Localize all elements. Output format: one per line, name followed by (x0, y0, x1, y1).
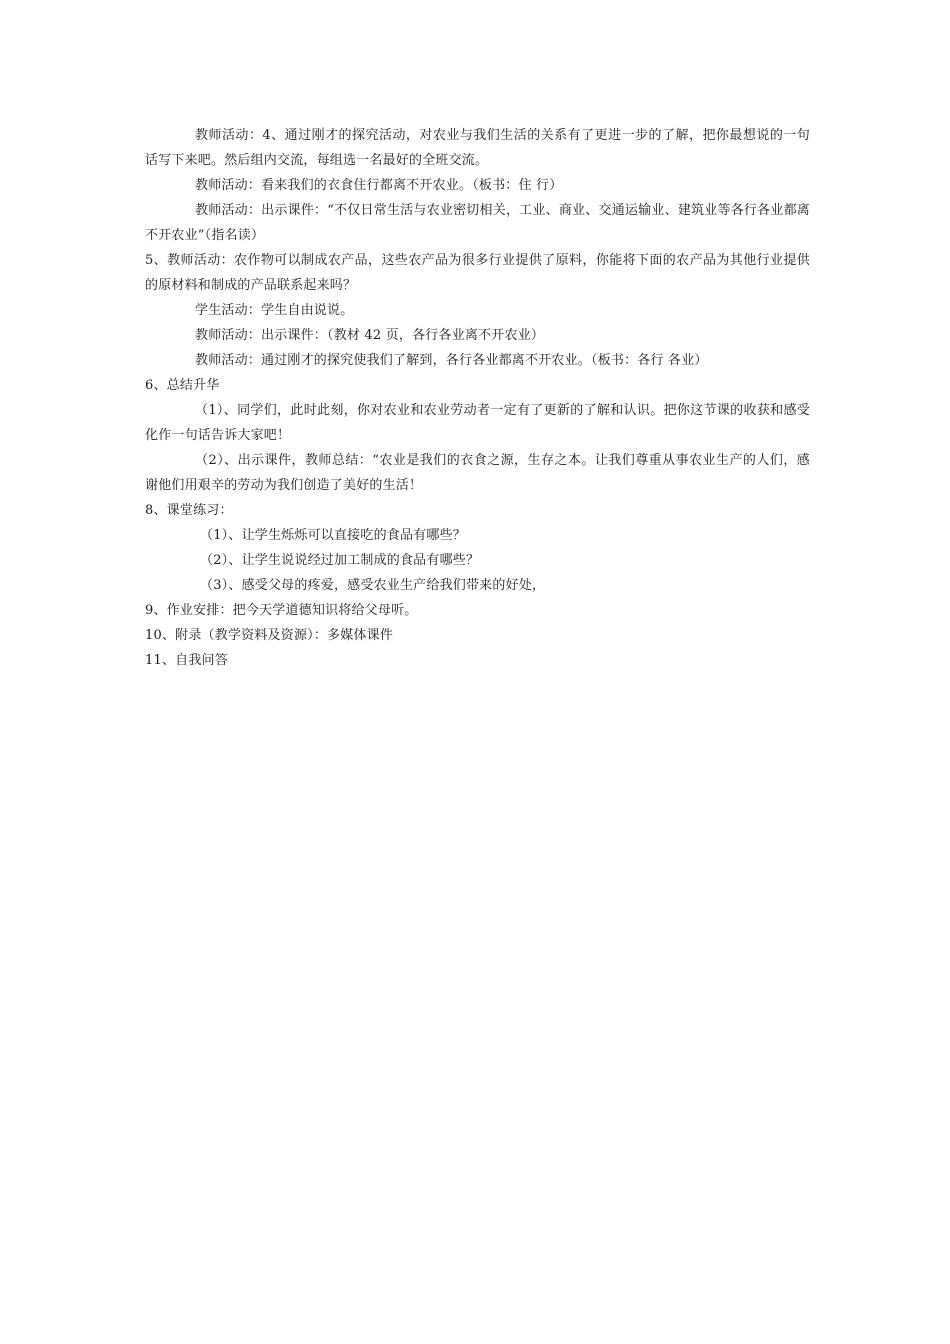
document-body (145, 123, 810, 673)
paragraph-student-activity: 学生活动：学生自由说说。 (195, 303, 354, 318)
paragraph-teacher-activity-4: 教师活动：4、通过刚才的探究活动，对农业与我们生活的关系有了更进一步的了解，把你最想说的一句话写下来吧。然后组内交流，每组选一名最好的全班交流。 (145, 128, 810, 168)
paragraph-section-5: 5、教师活动：农作物可以制成农产品，这些农产品为很多行业提供了原料，你能将下面的农产品为其他行业提供的原材料和制成的产品联系起来吗？ (145, 253, 810, 293)
list-item-exercise-3: （3）、感受父母的疼爱，感受农业生产给我们带来的好处， (200, 578, 546, 593)
paragraph-section-9: 9、作业安排：把今天学道德知识将给父母听。 (145, 603, 418, 618)
paragraph-section-11: 11、自我问答 (145, 653, 228, 668)
heading-section-6: 6、总结升华 (145, 378, 220, 393)
paragraph-section-10: 10、附录（教学资料及资源）：多媒体课件 (145, 628, 394, 643)
paragraph-teacher-activity-board-1: 教师活动：看来我们的衣食住行都离不开农业。（板书：住 行） (195, 178, 563, 193)
paragraph-summary-1: （1）、同学们，此时此刻，你对农业和农业劳动者一定有了更新的了解和认识。把你这节课的收获和感受化作一句话告诉大家吧！ (145, 403, 810, 443)
list-item-exercise-1: （1）、让学生烁烁可以直接吃的食品有哪些？ (200, 528, 466, 543)
paragraph-teacher-activity-courseware-1: 教师活动：出示课件：“不仅日常生活与农业密切相关，工业、商业、交通运输业、建筑业等各行各业都离不开农业”（指名读） (145, 203, 810, 243)
heading-section-8: 8、课堂练习： (145, 503, 233, 518)
paragraph-teacher-activity-board-2: 教师活动：通过刚才的探究使我们了解到，各行各业都离不开农业。（板书：各行 各业） (195, 353, 708, 368)
paragraph-teacher-activity-courseware-2: 教师活动：出示课件：（教材 42 页，各行各业离不开农业） (195, 328, 545, 343)
paragraph-summary-2: （2）、出示课件，教师总结：“农业是我们的衣食之源，生存之本。让我们尊重从事农业生产的人们，感谢他们用艰辛的劳动为我们创造了美好的生活！ (145, 453, 810, 493)
list-item-exercise-2: （2）、让学生说说经过加工制成的食品有哪些？ (200, 553, 480, 568)
